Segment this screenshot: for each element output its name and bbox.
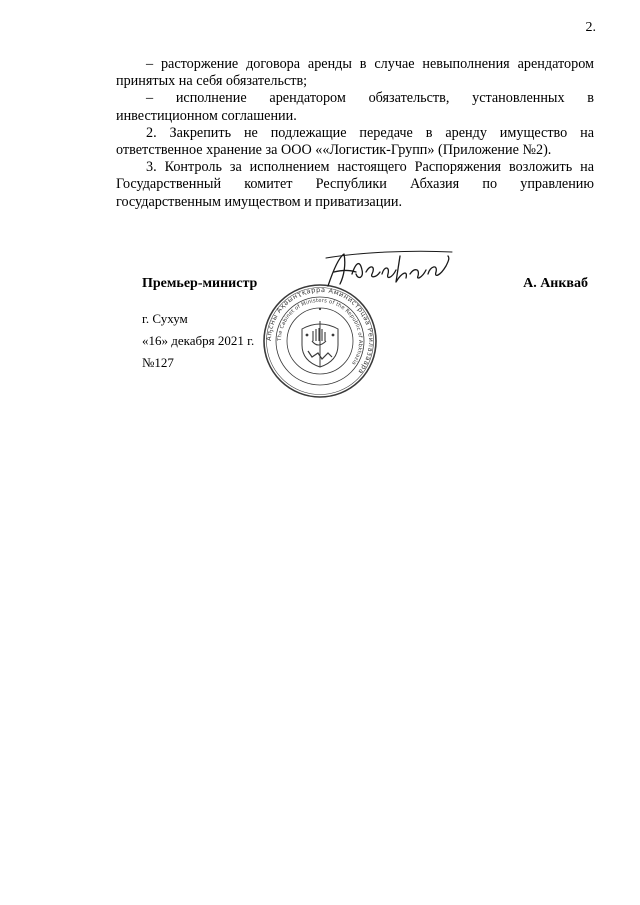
- place-of-issue: г. Сухум: [142, 311, 188, 326]
- seal-inner-text: The Cabinet of Ministers of the Republic of Abkhazia: [276, 297, 364, 366]
- official-seal: [262, 283, 378, 399]
- document-number: №127: [142, 355, 174, 370]
- paragraph-control: 3. Контроль за исполнением настоящего Распоряжения возложить на Государственный комитет Республики Абхазия по управлению государственным имуществом и приватизации.: [116, 159, 594, 210]
- seal-outer-text: Аҧсны Аҳәынҭқарра Аминистрцәа Реилазаара: [264, 285, 376, 376]
- signatory-name: А. Анкваб: [523, 276, 588, 291]
- emblem-icon: [302, 321, 338, 367]
- signatory-title: Премьер-министр: [142, 276, 258, 291]
- document-body: [116, 56, 594, 211]
- paragraph-termination: – расторжение договора аренды в случае невыполнения арендатором принятых на себя обязательств;: [116, 56, 594, 90]
- paragraph-execution: – исполнение арендатором обязательств, установленных в инвестиционном соглашении.: [116, 90, 594, 124]
- paragraph-storage: 2. Закрепить не подлежащие передаче в аренду имущество на ответственное хранение за ООО ««Логистик-Групп» (Приложение №2).: [116, 124, 594, 159]
- page-number: 2.: [585, 20, 596, 35]
- handwritten-signature: [322, 248, 454, 294]
- issue-date: «16» декабря 2021 г.: [142, 333, 255, 348]
